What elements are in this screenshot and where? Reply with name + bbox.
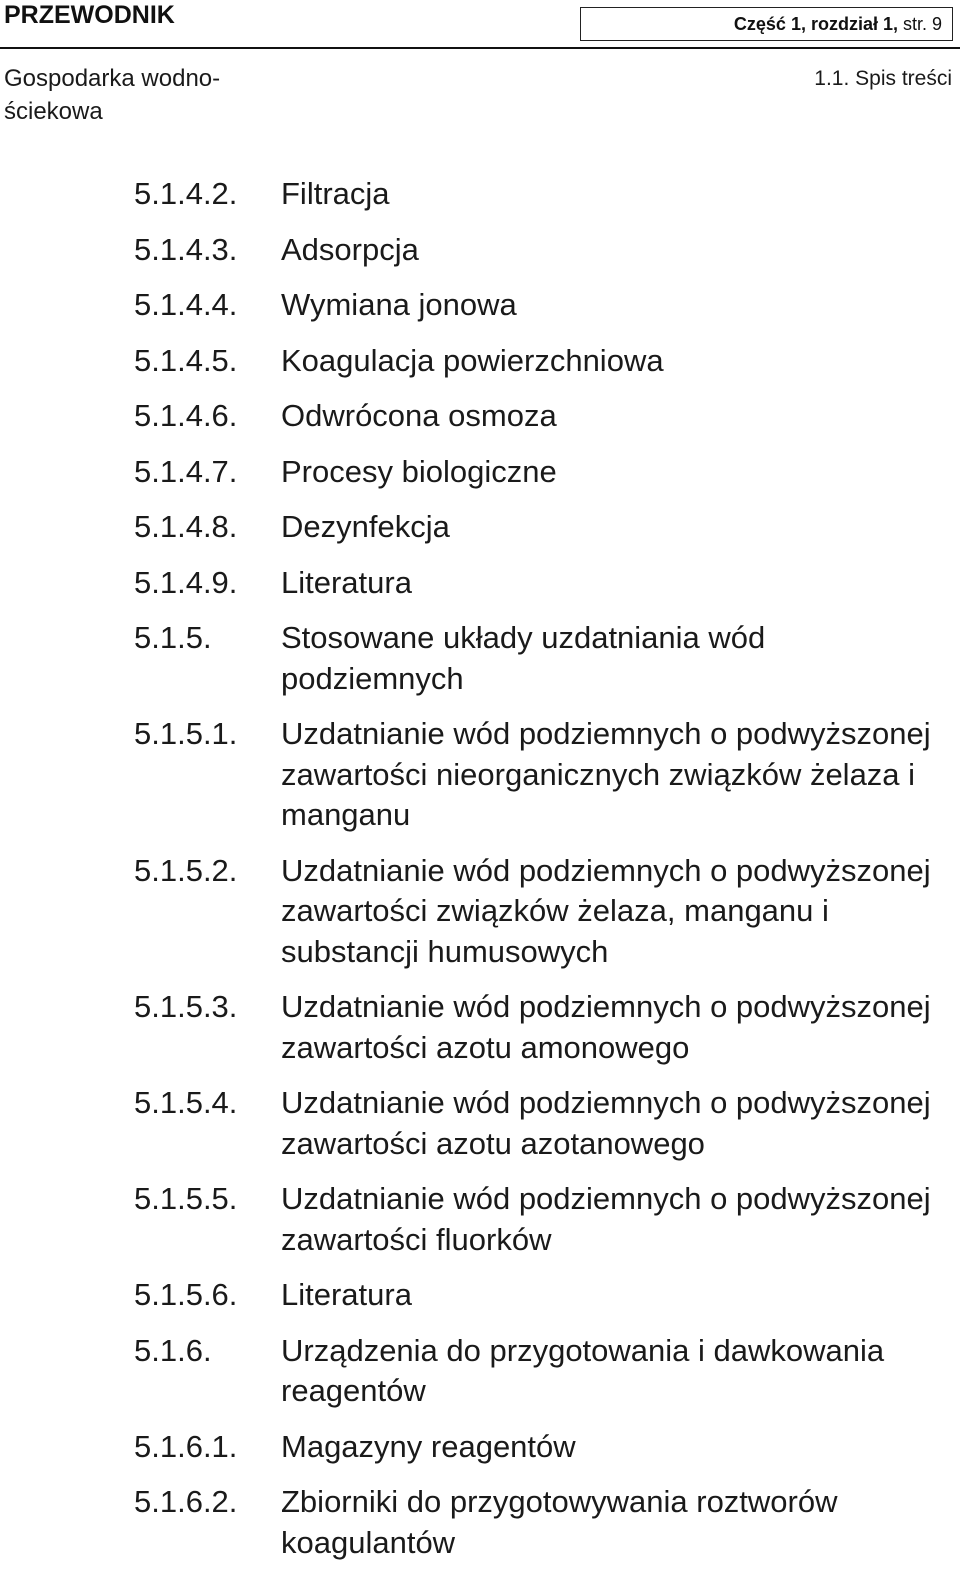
brand-title: PRZEWODNIK <box>4 1 175 29</box>
toc-item <box>134 285 934 326</box>
page-number: str. 9 <box>902 13 942 34</box>
toc-item <box>134 563 934 604</box>
toc-number: 5.1.5.4. <box>134 1085 238 1120</box>
toc-title: Stosowane układy uzdatniania wód podziemnych <box>281 620 766 696</box>
toc-title: Wymiana jonowa <box>281 287 517 322</box>
toc-title: Literatura <box>281 564 412 600</box>
toc-number: 5.1.4.5. <box>134 342 238 378</box>
toc-title: Uzdatnianie wód podziemnych o podwyższonej zawartości fluorków <box>281 1181 931 1257</box>
toc-number: 5.1.5.2. <box>134 852 238 888</box>
toc-item <box>134 452 934 493</box>
toc-number: 5.1.4.7. <box>134 453 238 489</box>
toc-title: Literatura <box>281 1277 412 1312</box>
toc-title: Uzdatnianie wód podziemnych o podwyższonej zawartości nieorganicznych związków żelaza i manganu <box>281 716 931 832</box>
toc-item <box>134 1179 934 1260</box>
toc-number: 5.1.5.1. <box>134 716 238 751</box>
toc-item <box>134 618 934 699</box>
toc-number: 5.1.5.6. <box>134 1277 238 1312</box>
toc-number: 5.1.4.6. <box>134 398 238 433</box>
toc-number: 5.1.4.3. <box>134 231 238 267</box>
part-chapter-page-box <box>580 7 953 41</box>
toc-title: Koagulacja powierzchniowa <box>281 342 664 378</box>
toc-item <box>134 1083 934 1164</box>
toc-number: 5.1.6. <box>134 1332 212 1368</box>
toc-item <box>134 507 934 548</box>
toc-title: Odwrócona osmoza <box>281 398 557 433</box>
toc-item <box>134 851 934 973</box>
toc-item <box>134 987 934 1068</box>
chapter-title: 1.1. Spis treści <box>814 67 952 90</box>
toc-title: Adsorpcja <box>281 231 419 267</box>
toc-number: 5.1.4.8. <box>134 509 238 544</box>
toc-number: 5.1.5.5. <box>134 1181 238 1216</box>
part-chapter-label: Część 1, rozdział 1, <box>733 13 898 34</box>
toc-item <box>134 396 934 437</box>
toc-title: Magazyny reagentów <box>281 1428 576 1464</box>
toc-title: Dezynfekcja <box>281 509 450 544</box>
toc-item <box>134 341 934 382</box>
toc-title: Filtracja <box>281 176 390 211</box>
toc-title: Urządzenia do przygotowania i dawkowania reagentów <box>281 1332 885 1408</box>
toc-item <box>134 714 934 836</box>
toc-item <box>134 1331 934 1412</box>
toc-title: Uzdatnianie wód podziemnych o podwyższonej zawartości związków żelaza, manganu i substancji humusowych <box>281 852 931 969</box>
toc-title: Zbiorniki do przygotowywania roztworów koagulantów <box>281 1484 838 1560</box>
toc-number: 5.1.4.4. <box>134 287 238 322</box>
section-name: Gospodarka wodno-ściekowa <box>4 65 221 125</box>
header-divider <box>0 47 960 49</box>
toc-item <box>134 174 934 215</box>
toc-item <box>134 230 934 271</box>
table-of-contents <box>134 174 934 1578</box>
toc-number: 5.1.4.2. <box>134 176 238 211</box>
toc-title: Procesy biologiczne <box>281 453 557 489</box>
toc-item <box>134 1427 934 1468</box>
toc-title: Uzdatnianie wód podziemnych o podwyższonej zawartości azotu azotanowego <box>281 1085 931 1161</box>
toc-title: Uzdatnianie wód podziemnych o podwyższonej zawartości azotu amonowego <box>281 989 931 1065</box>
toc-number: 5.1.6.1. <box>134 1428 238 1464</box>
toc-number: 5.1.6.2. <box>134 1484 238 1519</box>
toc-item <box>134 1482 934 1563</box>
toc-item <box>134 1275 934 1316</box>
toc-number: 5.1.4.9. <box>134 564 238 600</box>
toc-number: 5.1.5. <box>134 620 212 655</box>
toc-number: 5.1.5.3. <box>134 989 238 1024</box>
